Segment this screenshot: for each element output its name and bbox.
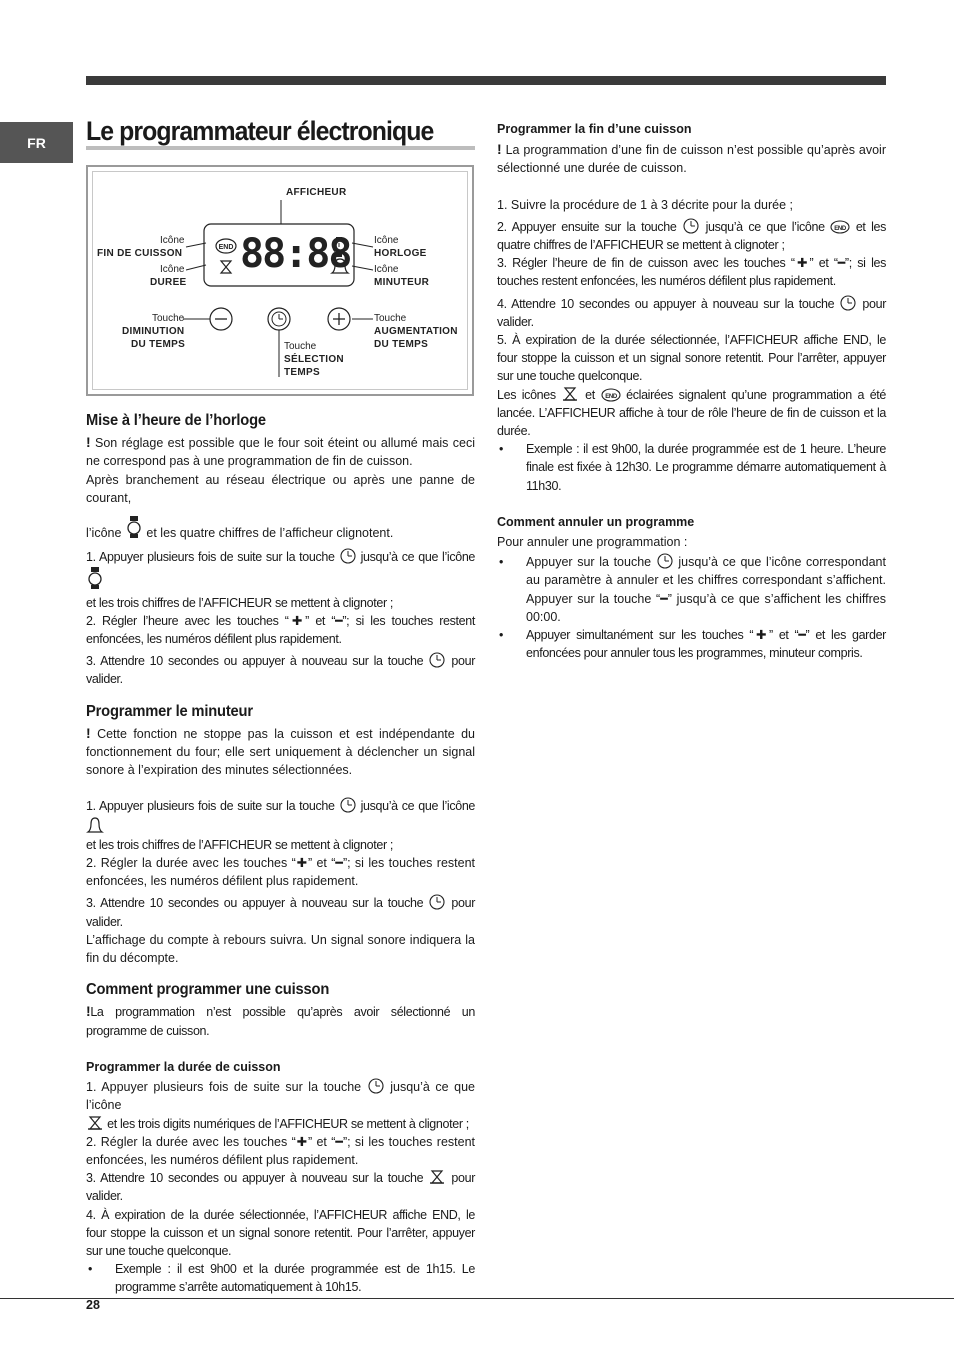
fin-icons-c: éclairées signalent qu’une programmation a été lancée. L’AFFICHEUR affiche à tour de rôle l’heure de fin de cuisson et la durée. xyxy=(497,387,887,439)
horloge-note: Son réglage est possible que le four soit éteint ou allumé mais ceci ne correspond pas à une programmation de fin de cuisson. xyxy=(86,436,475,469)
language-label: FR xyxy=(27,134,46,151)
svg-text:END: END xyxy=(834,225,847,232)
horloge-blink-text: et les quatre chiffres de l’afficheur clignotent. xyxy=(146,526,394,541)
label-afficheur: AFFICHEUR xyxy=(286,187,347,198)
duree-step1a: 1. Appuyer plusieurs fois de suite sur la touche xyxy=(86,1080,362,1095)
label-fin-de-cuisson: FIN DE CUISSON xyxy=(97,248,183,259)
selection-key-icon xyxy=(682,218,700,234)
end-icon xyxy=(601,388,621,402)
fin-example: Exemple : il est 9h00, la durée programmée est de 1 heure. L’heure finale est fixée à 12h30. Le programme démarre automatiquement à 11h30. xyxy=(526,442,886,493)
language-tab xyxy=(0,122,73,163)
label-diminution: DIMINUTION xyxy=(122,326,185,337)
bullet: • xyxy=(499,555,504,570)
warning-mark: ! xyxy=(86,434,91,451)
fin-step3: 3. Régler l’heure de fin de cuisson avec les touches “✚” et “━”; si les touches restent enfoncées, les numéros défilent plus rapidement. xyxy=(497,256,886,289)
fin-icons-a: Les icônes xyxy=(497,387,556,402)
duree-example: Exemple : il est 9h00 et la durée programmée est de 1h15. Le programme s’arrête automatiquement à 10h15. xyxy=(115,1262,475,1295)
fin-step2b: jusqu’à ce que l’icône xyxy=(705,219,825,234)
horloge-step3b: pour valider. xyxy=(86,654,476,687)
label-icone-duree: Icône xyxy=(160,264,185,275)
annuler-b1a: Appuyer sur la touche xyxy=(526,555,652,570)
left-column xyxy=(86,412,475,1297)
horloge-step1a: 1. Appuyer plusieurs fois de suite sur la touche xyxy=(86,550,335,565)
selection-button[interactable] xyxy=(268,308,290,330)
selection-key-icon xyxy=(339,797,357,813)
list-item xyxy=(497,553,886,626)
label-augmentation-temps: DU TEMPS xyxy=(374,339,429,350)
bullet: • xyxy=(499,628,504,643)
page-number: 28 xyxy=(86,1298,100,1312)
minuteur-step1c: et les trois chiffres de l’AFFICHEUR se mettent à clignoter ; xyxy=(86,837,394,852)
label-touche-augmentation: Touche xyxy=(374,313,407,324)
list-item xyxy=(497,440,886,495)
heading-cuisson: Comment programmer une cuisson xyxy=(86,981,330,999)
top-bar xyxy=(86,76,886,85)
right-column xyxy=(497,120,886,662)
hourglass-icon xyxy=(86,1115,104,1131)
hourglass-icon xyxy=(428,1169,446,1185)
minuteur-note: Cette fonction ne stoppe pas la cuisson et est indépendante du fonctionnement du four; elle sert uniquement à déclencher un signal sonore à l’expiration des minutes sélectionnées. xyxy=(86,726,475,778)
display-digits: 88:88 xyxy=(240,231,351,277)
selection-key-icon xyxy=(367,1078,385,1094)
minuteur-step3c: L’affichage du compte à rebours suivra. Un signal sonore indiquera la fin du décompte. xyxy=(86,932,475,966)
selection-key-icon xyxy=(428,652,446,668)
selection-key-icon xyxy=(656,553,674,569)
label-touche-diminution: Touche xyxy=(152,313,185,324)
svg-text:END: END xyxy=(604,393,617,400)
label-icone-horloge: Icône xyxy=(374,235,399,246)
horloge-step2: 2. Régler l’heure avec les touches “✚” et “━”; si les touches restent enfoncées, les numéros défilent plus rapidement. xyxy=(86,613,475,647)
end-icon xyxy=(216,239,236,253)
horloge-icone-text: l’icône xyxy=(86,526,122,541)
horloge-step1c: et les trois chiffres de l’AFFICHEUR se mettent à clignoter ; xyxy=(86,595,394,610)
label-selection: SÉLECTION xyxy=(284,354,344,365)
label-diminution-temps: DU TEMPS xyxy=(131,339,186,350)
end-icon xyxy=(830,220,850,234)
label-augmentation: AUGMENTATION xyxy=(374,326,458,337)
minuteur-step1b: jusqu’à ce que l’icône xyxy=(360,799,476,814)
label-touche-selection: Touche xyxy=(284,341,317,352)
label-icone-minuteur: Icône xyxy=(374,264,399,275)
warning-mark: ! xyxy=(497,141,502,158)
selection-key-icon xyxy=(839,295,857,311)
fin-step4a: 4. Attendre 10 secondes ou appuyer à nouveau sur la touche xyxy=(497,296,835,311)
horloge-intro: Après branchement au réseau électrique ou après une panne de courant, xyxy=(86,472,475,505)
fin-step2a: 2. Appuyer ensuite sur la touche xyxy=(497,219,677,234)
minuteur-step1a: 1. Appuyer plusieurs fois de suite sur la touche xyxy=(86,799,335,814)
bullet: • xyxy=(499,442,504,457)
horloge-step3a: 3. Attendre 10 secondes ou appuyer à nouveau sur la touche xyxy=(86,654,424,669)
clock-icon xyxy=(125,515,143,539)
minuteur-step3b: pour valider. xyxy=(86,896,476,929)
page-title: Le programmateur électronique xyxy=(86,116,434,146)
warning-mark: ! xyxy=(86,1003,91,1020)
duree-step2: 2. Régler la durée avec les touches “✚” et “━”; si les touches restent enfoncées, les numéros défilent plus rapidement. xyxy=(86,1134,475,1167)
fin-step5: 5. À expiration de la durée sélectionnée, l’AFFICHEUR affiche END, le four stoppe la cuisson et un signal sonore retentit. Pour l’arrêter, appuyer sur une touche quelconque. xyxy=(497,333,886,384)
plus-button[interactable] xyxy=(328,308,350,330)
annuler-b1b: jusqu’à ce que l’icône correspondant au paramètre à annuler et les chiffres correspondant s’affichent. Appuyer sur la touche “━” jusqu’à ce que s’affichent les chiffres 00:00. xyxy=(526,555,886,624)
list-item xyxy=(497,626,886,662)
heading-duree: Programmer la durée de cuisson xyxy=(86,1059,281,1074)
horloge-step1b: jusqu’à ce que l’icône xyxy=(360,550,476,565)
fin-step4b: pour valider. xyxy=(497,296,887,329)
minuteur-step2: 2. Régler la durée avec les touches “✚” et “━”; si les touches restent enfoncées, les numéros défilent plus rapidement. xyxy=(86,856,475,889)
minuteur-step3a: 3. Attendre 10 secondes ou appuyer à nouveau sur la touche xyxy=(86,896,424,911)
label-duree: DUREE xyxy=(150,277,187,288)
hourglass-icon xyxy=(221,261,231,273)
heading-minuteur: Programmer le minuteur xyxy=(86,702,253,720)
fin-icons-b: et xyxy=(585,387,595,402)
fin-step2c: et les quatre chiffres de l’AFFICHEUR se mettent à clignoter ; xyxy=(497,219,887,253)
heading-horloge: Mise à l’heure de l’horloge xyxy=(86,412,266,429)
duree-step3a: 3. Attendre 10 secondes ou appuyer à nouveau sur la touche xyxy=(86,1171,424,1186)
bell-icon xyxy=(86,816,104,834)
hourglass-icon xyxy=(561,386,579,402)
label-horloge: HORLOGE xyxy=(374,248,427,259)
heading-annuler: Comment annuler un programme xyxy=(497,514,695,529)
cuisson-note: La programmation n’est possible qu’après avoir sélectionné un programme de cuisson. xyxy=(86,1005,475,1038)
fin-step1: 1. Suivre la procédure de 1 à 3 décrite pour la durée ; xyxy=(497,197,794,212)
list-item xyxy=(86,1260,475,1296)
label-icone-fin: Icône xyxy=(160,235,185,246)
footer-rule xyxy=(0,1298,954,1299)
minus-button[interactable] xyxy=(210,308,232,330)
clock-icon xyxy=(86,566,104,590)
label-selection-temps: TEMPS xyxy=(284,367,320,378)
annuler-b2: Appuyer simultanément sur les touches “✚” et “━” et les garder enfoncées pour annuler tous les programmes, minuteur compris. xyxy=(526,628,886,661)
bullet: • xyxy=(88,1262,93,1277)
selection-key-icon xyxy=(428,894,446,910)
title-underline xyxy=(86,146,475,150)
selection-key-icon xyxy=(339,548,357,564)
svg-text:END: END xyxy=(218,244,234,251)
programmer-diagram xyxy=(86,165,474,396)
label-minuteur: MINUTEUR xyxy=(374,277,430,288)
annuler-intro: Pour annuler une programmation : xyxy=(497,535,688,550)
duree-step3b: pour valider. xyxy=(86,1171,476,1204)
heading-fin: Programmer la fin d’une cuisson xyxy=(497,122,692,136)
fin-note: La programmation d’une fin de cuisson n’est possible qu’après avoir sélectionné une durée de cuisson. xyxy=(497,143,886,176)
duree-step4: 4. À expiration de la durée sélectionnée, l’AFFICHEUR affiche END, le four stoppe la cuisson et un signal sonore retentit. Pour l’arrêter, appuyer sur une touche quelconque. xyxy=(86,1207,475,1258)
duree-step1b: jusqu’à ce que l’icône xyxy=(86,1080,476,1113)
duree-step1c: et les trois digits numériques de l’AFFICHEUR se mettent à clignoter ; xyxy=(107,1116,469,1131)
warning-mark: ! xyxy=(86,724,91,741)
